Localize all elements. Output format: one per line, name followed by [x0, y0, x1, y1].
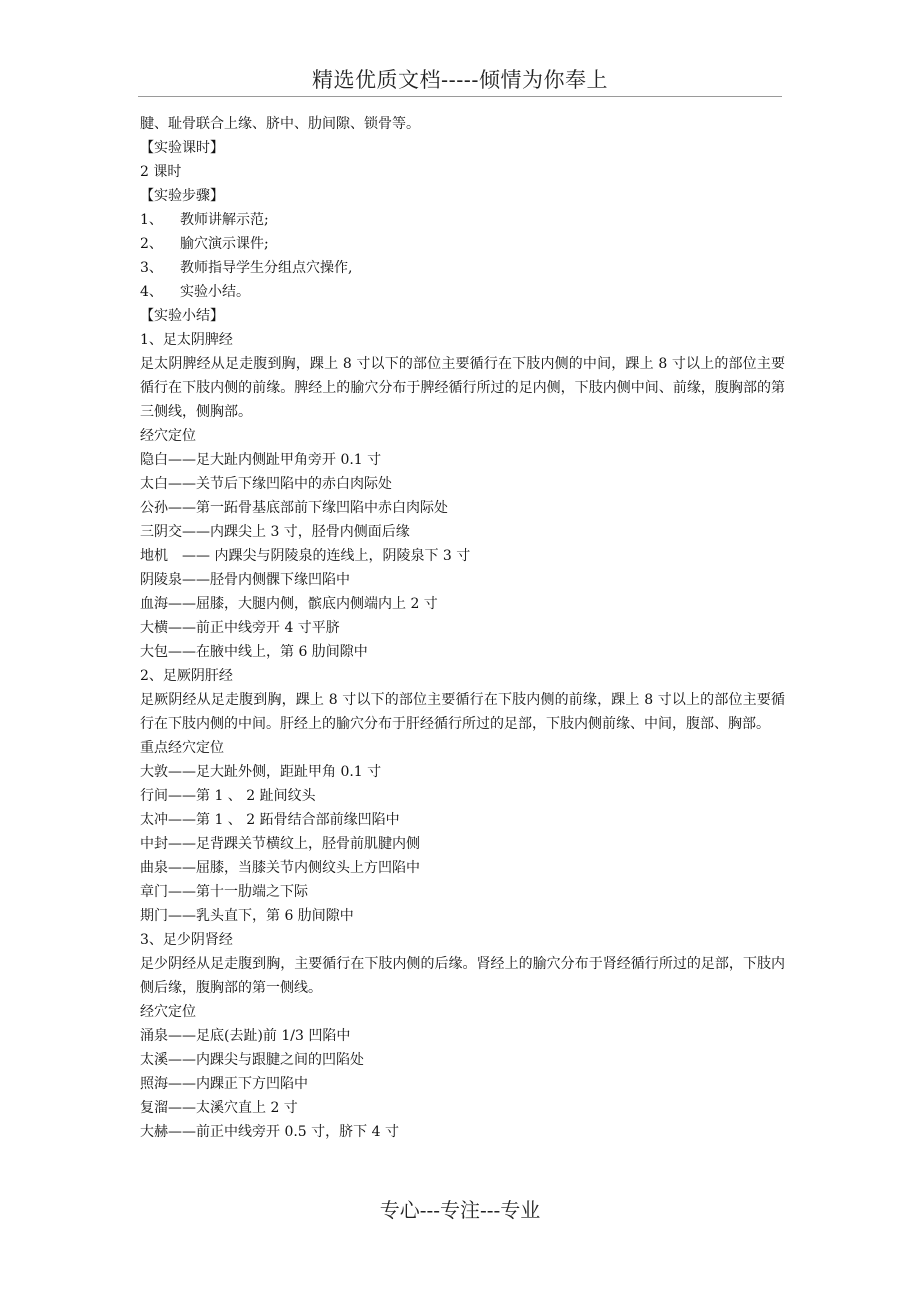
text-line: 阴陵泉——胫骨内侧髁下缘凹陷中 [140, 572, 350, 588]
text-line: 涌泉——足底(去趾)前 1/3 凹陷中 [140, 1028, 351, 1044]
step-number: 2、 [140, 236, 163, 252]
step-item [140, 208, 785, 232]
text-line: 行间——第 1 、 2 趾间纹头 [140, 788, 316, 804]
text-line: 中封——足背踝关节横纹上，胫骨前肌腱内侧 [140, 836, 420, 852]
page-header [138, 64, 782, 97]
header-title: 精选优质文档-----倾情为你奉上 [312, 68, 608, 92]
text-line: 照海——内踝正下方凹陷中 [140, 1076, 308, 1092]
text-line: 2 课时 [140, 164, 182, 180]
step-item [140, 256, 785, 280]
text-line: 腱、耻骨联合上缘、脐中、肋间隙、锁骨等。 [140, 116, 420, 132]
text-line: 太冲——第 1 、 2 跖骨结合部前缘凹陷中 [140, 812, 400, 828]
step-number: 1、 [140, 212, 163, 228]
step-text: 教师指导学生分组点穴操作, [180, 260, 353, 276]
step-text: 教师讲解示范; [180, 212, 269, 228]
text-line: 重点经穴定位 [140, 740, 224, 756]
text-line: 1、足太阴脾经 [140, 332, 233, 348]
text-line: 章门——第十一肋端之下际 [140, 884, 308, 900]
step-number: 4、 [140, 284, 163, 300]
text-line: 经穴定位 [140, 1004, 196, 1020]
text-line: 大横——前正中线旁开 4 寸平脐 [140, 620, 340, 636]
text-line: 【实验课时】 [140, 140, 224, 156]
text-line: 隐白——足大趾内侧趾甲角旁开 0.1 寸 [140, 452, 382, 468]
text-line: 期门——乳头直下，第 6 肋间隙中 [140, 908, 354, 924]
text-line: 大敦——足大趾外侧，距趾甲角 0.1 寸 [140, 764, 382, 780]
text-line: 2、足厥阴肝经 [140, 668, 233, 684]
text-line: 太溪——内踝尖与跟腱之间的凹陷处 [140, 1052, 364, 1068]
text-line: 三阴交——内踝尖上 3 寸，胫骨内侧面后缘 [140, 524, 410, 540]
text-line: 大包——在腋中线上，第 6 肋间隙中 [140, 644, 368, 660]
page-footer: 专心---专注---专业 [379, 1198, 541, 1222]
text-line: 大赫——前正中线旁开 0.5 寸，脐下 4 寸 [140, 1124, 399, 1140]
text-line: 太白——关节后下缘凹陷中的赤白肉际处 [140, 476, 392, 492]
text-line: 曲泉——屈膝，当膝关节内侧纹头上方凹陷中 [140, 860, 420, 876]
text-line: 经穴定位 [140, 428, 196, 444]
paragraph: 足厥阴经从足走腹到胸，踝上 8 寸以下的部位主要循行在下肢内侧的前缘，踝上 8 寸以上的部位主要循行在下肢内侧的中间。肝经上的腧穴分布于肝经循行所过的足部，下肢内侧前缘、中间，腹部、胸部。 [140, 692, 785, 732]
paragraph: 足少阴经从足走腹到胸，主要循行在下肢内侧的后缘。肾经上的腧穴分布于肾经循行所过的足部，下肢内侧后缘，腹胸部的第一侧线。 [140, 956, 785, 996]
text-line: 【实验小结】 [140, 308, 224, 324]
step-item [140, 232, 785, 256]
text-line: 复溜——太溪穴直上 2 寸 [140, 1100, 298, 1116]
step-number: 3、 [140, 260, 163, 276]
step-item [140, 280, 785, 304]
paragraph: 足太阴脾经从足走腹到胸，踝上 8 寸以下的部位主要循行在下肢内侧的中间，踝上 8 寸以上的部位主要循行在下肢内侧的前缘。脾经上的腧穴分布于脾经循行所过的足内侧，下肢内侧中间、前缘，腹胸部的第三侧线，侧胸部。 [140, 356, 785, 420]
text-line: 公孙——第一跖骨基底部前下缘凹陷中赤白肉际处 [140, 500, 448, 516]
step-text: 实验小结。 [180, 284, 250, 300]
step-text: 腧穴演示课件; [180, 236, 269, 252]
text-line: 血海——屈膝，大腿内侧，髌底内侧端内上 2 寸 [140, 596, 438, 612]
text-line: 3、足少阴肾经 [140, 932, 233, 948]
text-line: 【实验步骤】 [140, 188, 224, 204]
text-line: 地机 —— 内踝尖与阴陵泉的连线上，阴陵泉下 3 寸 [140, 548, 471, 564]
document-body [140, 112, 785, 1144]
